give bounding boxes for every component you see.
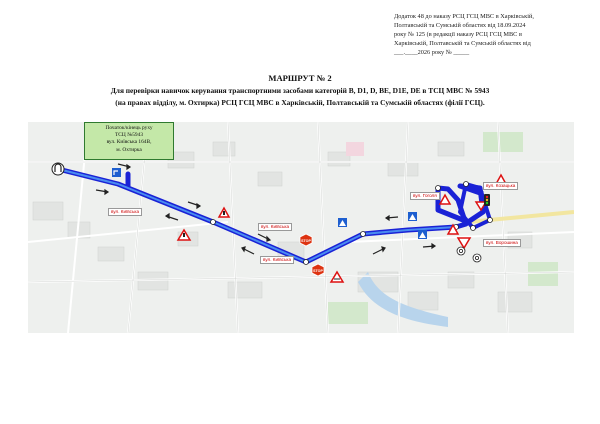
approval-note-line: року № 125 (в редакції наказу РСЦ ГСЦ МВС в [394, 31, 522, 38]
approval-note-line: Полтавській та Сумській областях від 18.09.2024 [394, 22, 526, 29]
street-label: вул. Ворошина [483, 239, 521, 247]
pedestrian-crossing-sign-icon [408, 212, 417, 221]
callout-line: ТСЦ №5943 [114, 132, 144, 139]
street-label: вул. Київська [108, 208, 142, 216]
warning-sign-icon [219, 208, 229, 217]
warning-sign-icon [440, 195, 450, 204]
route-title: МАРШРУТ № 2 [268, 73, 332, 83]
route-subtitle-line-2: (на правах відділу, м. Охтирка) РСЦ ГСЦ МВС в Харківській, Полтавській та Сумській областях (філії ГСЦ). [115, 98, 485, 107]
stop-sign-icon [300, 234, 312, 246]
street-label: вул. Гоголя [410, 192, 440, 200]
street-label: вул. Київська [258, 223, 292, 231]
approval-note-line: Харківській, Полтавській та Сумській областях від [394, 40, 531, 47]
street-label: вул. Козацька [483, 182, 518, 190]
approval-note [394, 12, 572, 57]
stop-sign-icon [312, 264, 324, 276]
stop-sign-text: STOP [301, 239, 311, 243]
pedestrian-crossing-sign-icon [418, 230, 427, 239]
street-label: вул. Київська [260, 256, 294, 264]
callout-line: Початок/кінець руху [105, 125, 153, 131]
turn-arrow-icon [112, 168, 121, 177]
pedestrian-crossing-sign-icon [338, 218, 347, 227]
approval-note-line: ___.____2026 року № _____ [394, 49, 470, 56]
approval-note-line: Додаток 48 до наказу РСЦ ГСЦ МВС в Харківській, [394, 13, 534, 20]
callout-line: вул. Київська 164В, [106, 139, 152, 146]
callout-line: м. Охтирка [116, 146, 142, 153]
u-turn-icon [52, 163, 64, 175]
stop-sign-text: STOP [313, 269, 323, 273]
give-way-sign-icon [458, 238, 470, 248]
start-end-callout [84, 122, 174, 160]
roundabout-icon [457, 247, 465, 255]
traffic-light-icon [484, 194, 490, 206]
route-subtitle-line-1: Для перевірки навичок керування транспортними засобами категорій B, D1, D, BE, D1E, DE в ТСЦ МВС № 5943 [110, 86, 490, 95]
roundabout-icon [473, 254, 481, 262]
route-map [28, 122, 574, 333]
